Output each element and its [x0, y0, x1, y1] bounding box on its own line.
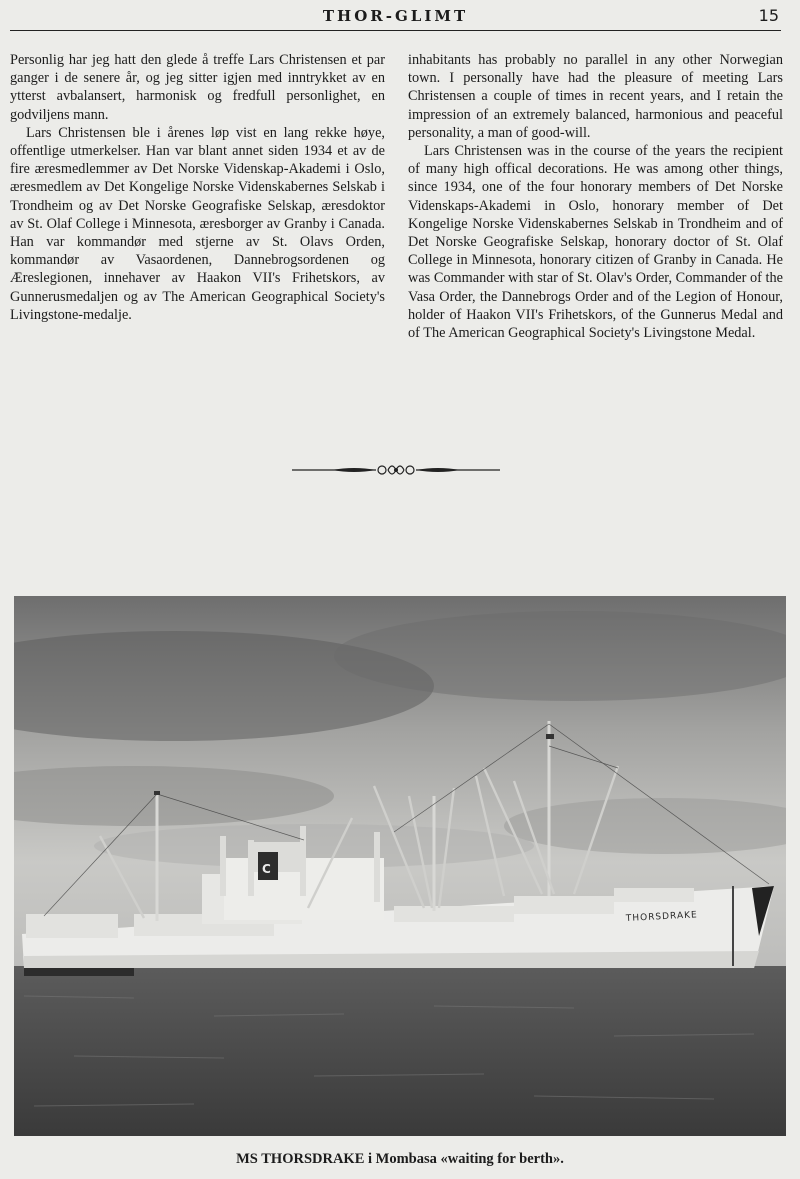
english-text-column	[408, 51, 783, 342]
paragraph: Personlig har jeg hatt den glede å treffe Lars Christensen et par ganger i de senere år, og jeg sitter igjen med inntrykket av en ytterst avbalansert, harmonisk og fredfull personlighet, en godviljens mann.	[10, 52, 385, 123]
photo-caption: MS THORSDRAKE i Mombasa «waiting for berth».	[236, 1151, 564, 1167]
paragraph: inhabitants has probably no parallel in any other Norwegian town. I personally have had the pleasure of meeting Lars Christensen a couple of times in recent years, and I retain the impression of an extremely balanced, harmonious and peaceful personality, a man of good-will.	[408, 52, 783, 141]
magazine-title: THOR-GLIMT	[322, 7, 469, 25]
paragraph: Lars Christensen ble i årenes løp vist en lang rekke høye, offentlige utmerkelser. Han var blant annet siden 1934 et av de fire æresmedlemmer av Det Norske Videnskap-Akademi i Oslo, æresmedlem av Det Kongelige Norske Videnskabernes Selskab i Trondheim og av Det Norske Geografiske Selskap, æresdoktor av St. Olaf College i Minnesota, æresborger av Granby i Canada. Han var kommandør med stjerne av St. Olavs Orden, kommandør av Vasaordenen, Dannebrogsordenen og Æreslegionen, innehaver av Haakon VII's Frihetskors, av Gunnerusmedaljen og av The American Geographical Society's Livingstone-medalje.	[10, 124, 385, 323]
page-number: 15	[758, 6, 779, 25]
paragraph: Lars Christensen was in the course of the years the recipient of many high offical decorations. He was among other things, since 1934, one of the four honorary members of Det Norske Videnskaps-Akademi in Oslo, honorary member of Det Kongelige Norske Videnskabernes Selskab in Trondheim and of Det Norske Geografiske Selskap, honorary doctor of St. Olaf College in Minnesota, honorary citizen of Granby in Canada. He was Commander with star of St. Olav's Order, Commander of the Vasa Order, the Dannebrogs Order and of the Legion of Honour, holder of Haakon VII's Frihetskors, of the Gunnerus Medal and of The American Geographical Society's Livingstone Medal.	[408, 143, 783, 342]
funnel-mark: C	[262, 862, 271, 876]
ship-photograph	[14, 596, 786, 1136]
page-header	[10, 4, 781, 31]
norwegian-text-column	[10, 51, 385, 324]
decorative-divider-ornament	[292, 460, 500, 480]
hull-name: THORSDRAKE	[625, 910, 698, 924]
